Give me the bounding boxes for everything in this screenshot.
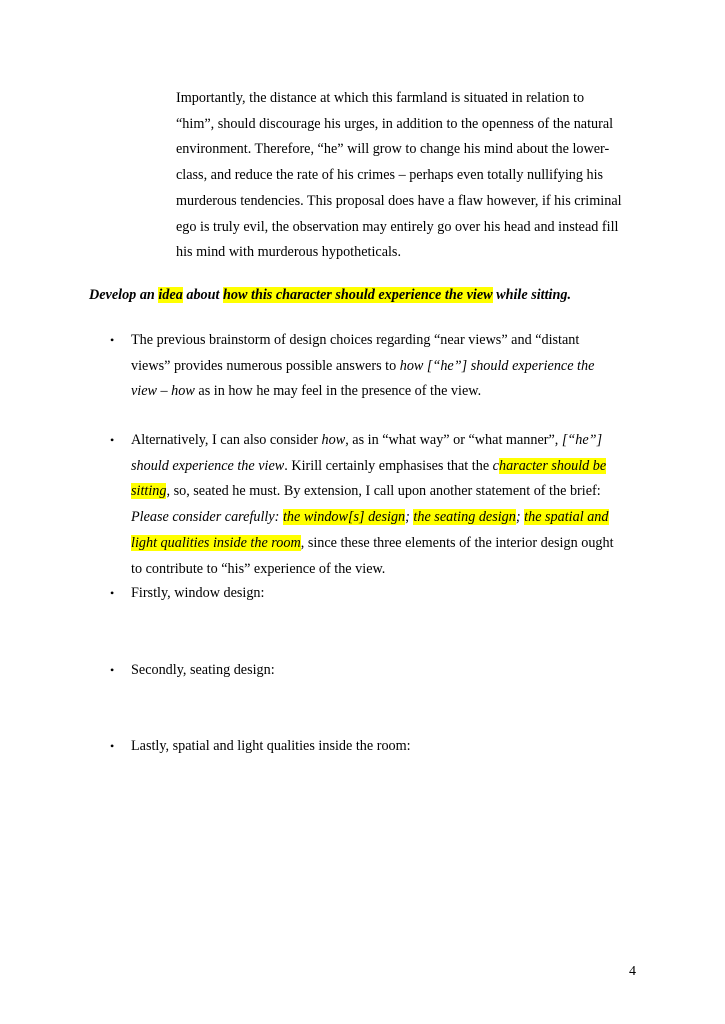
paragraph-line: ego is truly evil, the observation may entirely go over his head and instead fill [176, 218, 619, 235]
text-run: , so, seated he must. By extension, I call upon another statement of the brief: [166, 483, 601, 500]
heading-text: while sitting. [492, 287, 572, 303]
highlight-run: haracter should be [498, 457, 607, 474]
heading-highlight: idea [158, 287, 183, 303]
bullet-line [131, 479, 651, 505]
bullet-icon: • [110, 333, 115, 347]
paragraph-line: “him”, should discourage his urges, in addition to the openness of the natural [176, 115, 614, 132]
bullet-line [131, 428, 651, 454]
italic-run: how [321, 432, 346, 448]
bullet-icon: • [110, 433, 115, 447]
italic-run: should experience the view [131, 457, 285, 474]
text-run: views” provides numerous possible answers to [131, 357, 400, 374]
bullet-line: Secondly, seating design: [131, 662, 275, 678]
bullet-line [131, 505, 651, 531]
text-run: as in how he may feel in the presence of the view. [194, 383, 482, 400]
heading-highlight: how this character should experience the view [223, 287, 493, 303]
highlight-run: the spatial and [524, 509, 609, 526]
highlight-run: the window[s] design [282, 509, 406, 526]
italic-run: c [492, 457, 499, 474]
bullet-line: Lastly, spatial and light qualities inside the room: [131, 738, 411, 754]
bullet-item [110, 428, 651, 582]
highlight-run: the seating design [413, 509, 516, 526]
page-number: 4 [629, 964, 636, 979]
bullet-icon: • [110, 663, 115, 677]
highlight-run: sitting [131, 483, 167, 500]
italic-run: how [“he”] should experience the [399, 357, 595, 374]
section-heading [89, 287, 571, 304]
highlight-run: light qualities inside the room [131, 534, 301, 551]
bullet-item [110, 658, 651, 684]
bullet-icon: • [110, 739, 115, 753]
italic-run: view – how [131, 383, 195, 400]
bullet-line: to contribute to “his” experience of the view. [131, 560, 386, 577]
text-run: . Kirill certainly emphasises that the [284, 457, 493, 474]
bullet-item [110, 734, 651, 760]
bullet-icon: • [110, 586, 115, 600]
intro-paragraph [176, 86, 646, 266]
italic-run: Please consider carefully: [131, 509, 283, 526]
paragraph-line: class, and reduce the rate of his crimes – perhaps even totally nullifying his [176, 167, 604, 184]
bullet-line: Firstly, window design: [131, 585, 265, 601]
bullet-line [131, 354, 651, 380]
bullet-item [110, 581, 651, 607]
bullet-item [110, 328, 651, 405]
italic-run: [“he”] [561, 432, 603, 448]
bullet-line: The previous brainstorm of design choices regarding “near views” and “distant [131, 332, 580, 348]
paragraph-line: Importantly, the distance at which this farmland is situated in relation to [176, 90, 585, 106]
text-run: , since these three elements of the interior design ought [300, 534, 614, 551]
italic-run: ; [405, 509, 414, 526]
bullet-line [131, 531, 651, 557]
paragraph-line: his mind with murderous hypotheticals. [176, 244, 402, 261]
heading-text: about [182, 287, 224, 303]
paragraph-line: environment. Therefore, “he” will grow to change his mind about the lower- [176, 141, 610, 158]
text-run: , as in “what way” or “what manner”, [345, 432, 562, 448]
bullet-line [131, 379, 651, 405]
heading-text: Develop an [89, 287, 159, 303]
italic-run: ; [515, 509, 525, 526]
text-run: Alternatively, I can also consider [131, 432, 322, 448]
bullet-line [131, 454, 651, 480]
paragraph-line: murderous tendencies. This proposal does have a flaw however, if his criminal [176, 192, 622, 209]
